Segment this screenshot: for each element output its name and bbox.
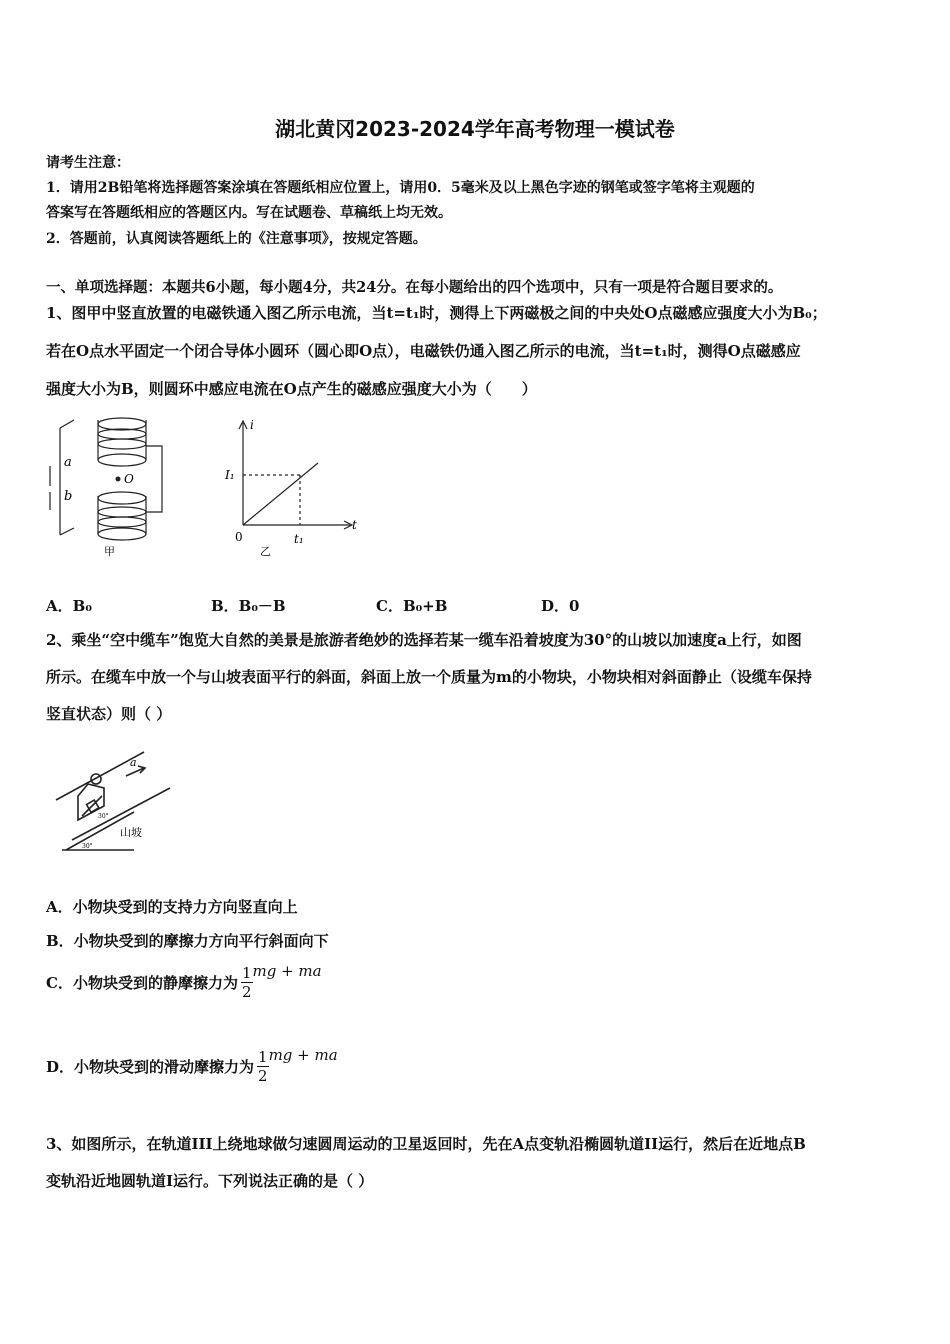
q3-line-1: 3、如图所示，在轨道III上绕地球做匀速圆周运动的卫星返回时，先在A点变轨沿椭圆轨道II运行，然后在近地点B: [46, 1135, 806, 1153]
q2-line-2: 所示。在缆车中放一个与山坡表面平行的斜面，斜面上放一个质量为m的小物块，小物块相对斜面静止（设缆车保持: [46, 668, 812, 686]
q3-line-2: 变轨沿近地圆轨道I运行。下列说法正确的是（ ）: [46, 1172, 374, 1190]
q1-line-2: 若在O点水平固定一个闭合导体小圆环（圆心即O点），电磁铁仍通入图乙所示的电流，当t=t₁时，测得O点磁感应: [46, 342, 801, 360]
label-angle-incline: 30°: [98, 813, 109, 820]
caption-jia: 甲: [104, 545, 115, 558]
label-slope: 山坡: [120, 826, 142, 839]
label-angle-slope: 30°: [82, 843, 93, 850]
fraction-d-numerator: 1: [258, 1048, 268, 1066]
q1-option-c: C．B₀+B: [376, 597, 448, 615]
q1-option-a: A．B₀: [46, 597, 92, 615]
page-title: 湖北黄冈2023-2024学年高考物理一模试卷: [275, 117, 675, 141]
q2-option-a: A．小物块受到的支持力方向竖直向上: [46, 898, 298, 916]
section-heading: 一、单项选择题：本题共6小题，每小题4分，共24分。在每小题给出的四个选项中，只有一项是符合题目要求的。: [46, 279, 783, 296]
figure-electromagnet: [46, 410, 176, 560]
q2-option-d: [46, 1045, 338, 1085]
figure-current-graph: [220, 415, 370, 560]
label-b: b: [64, 489, 73, 504]
label-o: O: [124, 472, 134, 486]
q1-option-b: B．B₀－B: [211, 597, 286, 615]
q1-line-3: 强度大小为B，则圆环中感应电流在O点产生的磁感应强度大小为（ ）: [46, 380, 537, 398]
q2-line-1: 2、乘坐“空中缆车”饱览大自然的美景是旅游者绝妙的选择若某一缆车沿着坡度为30°的山坡以加速度a上行，如图: [46, 631, 802, 649]
label-i1: I₁: [225, 468, 235, 482]
q1-option-d: D．0: [541, 597, 580, 615]
notice-item-2: 2．答题前，认真阅读答题纸上的《注意事项》，按规定答题。: [46, 231, 427, 247]
label-a: a: [64, 455, 72, 470]
notice-item-1b: 答案写在答题纸相应的答题区内。写在试题卷、草稿纸上均无效。: [46, 205, 452, 221]
fraction-c-denominator: 2: [241, 983, 252, 1001]
origin-label: 0: [235, 530, 243, 544]
q2-option-c: [46, 961, 322, 1001]
label-a: a: [130, 756, 137, 769]
axis-t: t: [352, 518, 357, 532]
axis-i: i: [250, 418, 254, 432]
fraction-d: [257, 1048, 269, 1085]
expression-c: mg + ma: [252, 961, 322, 980]
label-t1: t₁: [294, 532, 304, 546]
caption-yi: 乙: [260, 545, 271, 558]
fraction-c: [241, 964, 253, 1001]
q2-option-b: B．小物块受到的摩擦力方向平行斜面向下: [46, 932, 329, 950]
expression-d: mg + ma: [268, 1045, 338, 1064]
q2-line-3: 竖直状态）则（ ）: [46, 705, 172, 723]
figure-cable-car: [52, 748, 182, 863]
q1-line-1: 1、图甲中竖直放置的电磁铁通入图乙所示电流，当t=t₁时，测得上下两磁极之间的中央处O点磁感应强度大小为B₀；: [46, 304, 827, 322]
q2-option-c-text: C．小物块受到的静摩擦力为: [46, 974, 238, 992]
fraction-d-denominator: 2: [258, 1067, 268, 1085]
notice-item-1a: 1．请用2B铅笔将选择题答案涂填在答题纸相应位置上，请用0．5毫米及以上黑色字迹的钢笔或签字笔将主观题的: [46, 180, 755, 196]
notice-heading: 请考生注意：: [46, 155, 130, 171]
q2-option-d-text: D．小物块受到的滑动摩擦力为: [46, 1058, 255, 1076]
fraction-c-numerator: 1: [241, 964, 252, 982]
